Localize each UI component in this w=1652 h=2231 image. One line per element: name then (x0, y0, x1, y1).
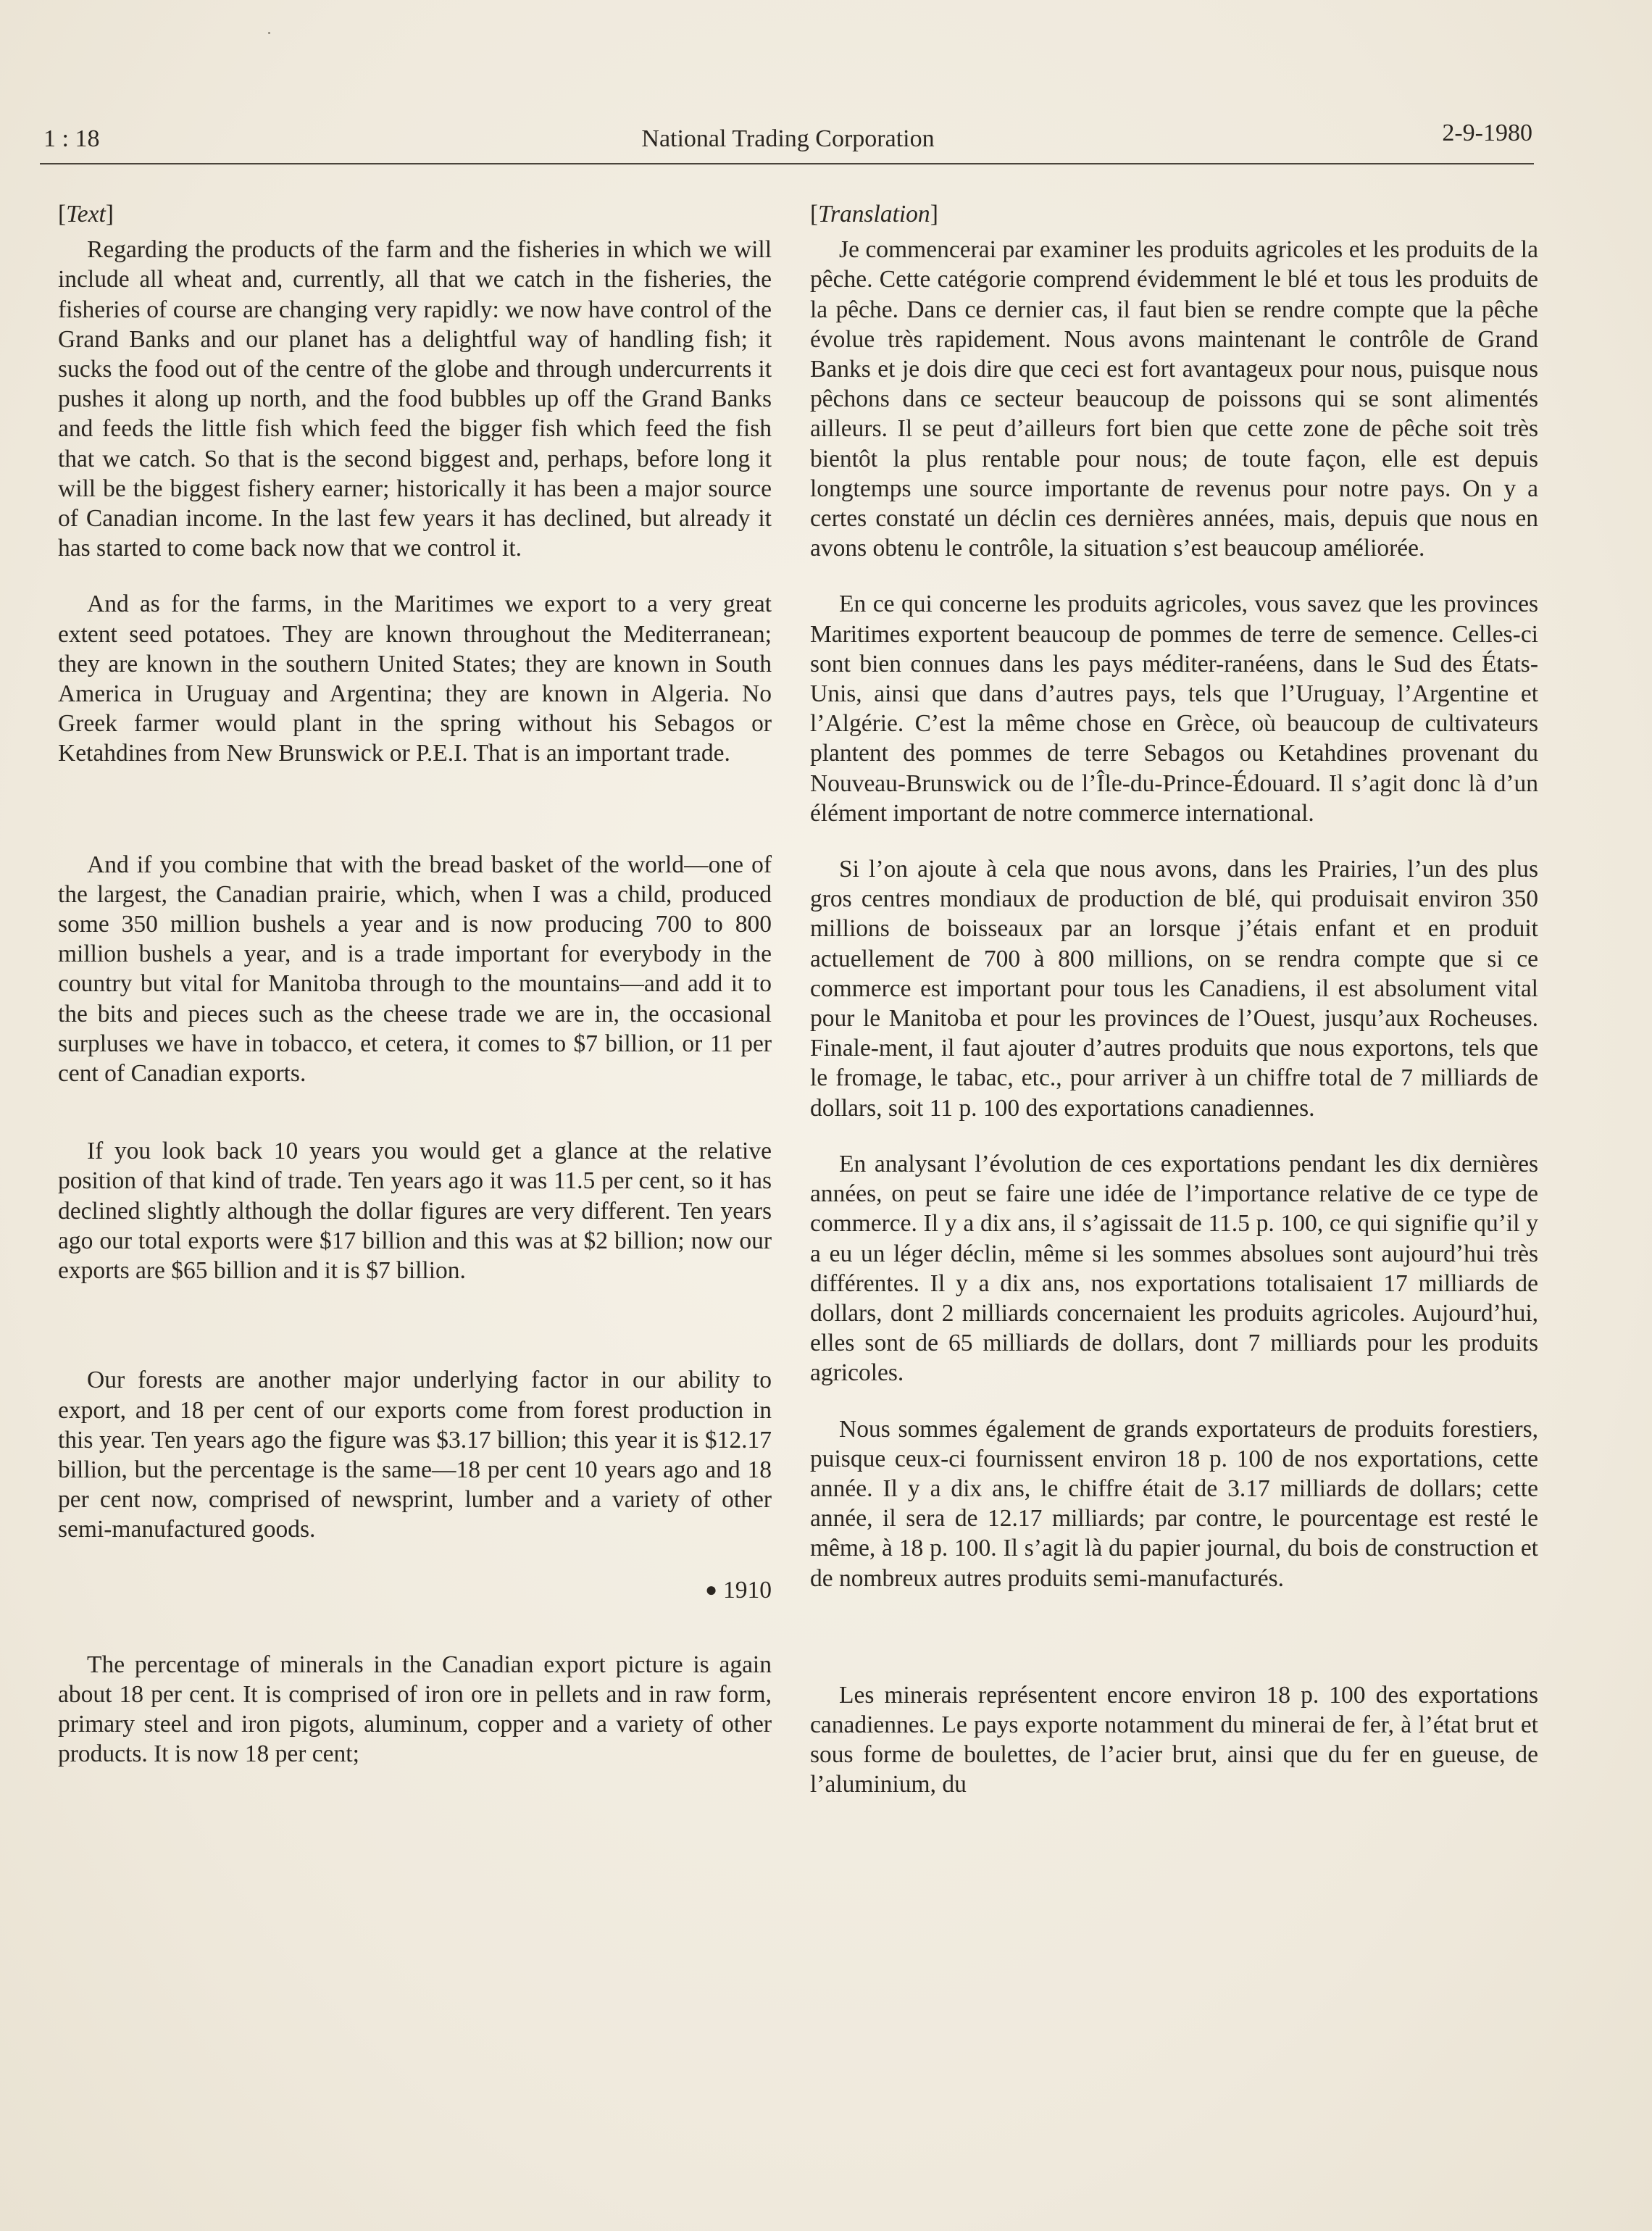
page-header (43, 120, 1532, 156)
english-paragraph-5: Our forests are another major underlying factor in our ability to export, and 18 per cent of our exports come from forest production in this year. Ten years ago the figure was $3.17 billion; this year it is $12.17 billion, but the percentage is the same—18 per cent 10 years ago and 18 per cent now, comprised of newsprint, lumber and a variety of other semi-manufactured goods. (58, 1367, 772, 1543)
french-paragraph-3: Si l’on ajoute à cela que nous avons, dans les Prairies, l’un des plus gros centres mondiaux de production de blé, qui produisait environ 350 millions de boisseaux par an lorsque j’étais enfant et en produit actuellement de 700 à 800 millions, on se rendra compte que si ce commerce est important pour tous les Canadiens, il est absolument vital pour le Manitoba et pour les provinces de l’Ouest, jusqu’aux Rocheuses. Finale-ment, il faut ajouter d’autres produits que nous exportons, tels que le fromage, le tabac, etc., pour arriver à un chiffre total de 7 milliards de dollars, soit 11 p. 100 des exportations canadiennes. (810, 856, 1538, 1122)
english-paragraph-6: The percentage of minerals in the Canadian export picture is again about 18 per cent. It is comprised of iron ore in pellets and in raw form, primary steel and iron pigots, aluminum, copper and a variety of other products. It is now 18 per cent; (58, 1651, 772, 1768)
text-heading: [Text] (58, 201, 114, 228)
english-paragraph-1: Regarding the products of the farm and the fisheries in which we will include all wheat and, currently, all that we catch in the fisheries, the fisheries of course are changing very rapidly: we now have control of the Grand Banks and our planet has a delightful way of handling fish; it sucks the food out of the centre of the globe and through undercurrents it pushes it along up north, and the food bubbles up off the Grand Banks and feeds the little fish which feed the bigger fish which feed the fish that we catch. So that is the second biggest and, perhaps, before long it will be the biggest fishery earner; historically it has been a major source of Canadian income. In the last few years it has declined, but already it has started to come back now that we control it. (58, 236, 772, 562)
time-marker-label: 1910 (723, 1576, 772, 1604)
french-paragraph-4: En analysant l’évolution de ces exportations pendant les dix dernières années, on peut se faire une idée de l’importance relative de ce type de commerce. Il y a dix ans, il s’agissait de 11.5 p. 100, ce qui signifie qu’il y a eu un léger déclin, même si les sommes absolues sont aujourd’hui très différentes. Il y a dix ans, nos exportations totalisaient 17 milliards de dollars, dont 2 milliards concernaient les produits agricoles. Aujourd’hui, elles sont de 65 milliards de dollars, dont 7 milliards pour les produits agricoles. (810, 1150, 1538, 1387)
french-translation-column (810, 199, 1538, 1800)
text-heading-label: Text (66, 201, 106, 228)
english-paragraph-4: If you look back 10 years you would get a glance at the relative position of that kind of trade. Ten years ago it was 11.5 per cent, so it has declined slightly although the dollar figures are very different. Ten years ago our total exports were $17 billion and this was at $2 billion; now our exports are $65 billion and it is $7 billion. (58, 1138, 772, 1285)
french-paragraph-5: Nous sommes également de grands exportateurs de produits forestiers, puisque ceux-ci fournissent environ 18 p. 100 de nos exportations, cette année. Il y a dix ans, le chiffre était de 3.17 milliards de dollars; cette année, il sera de 12.17 milliards; par contre, le pourcentage est resté le même, à 18 p. 100. Il s’agit là du papier journal, du bois de construction et de nombreux autres produits semi-manufacturés. (810, 1415, 1538, 1592)
english-paragraph-2: And as for the farms, in the Maritimes we export to a very great extent seed potatoes. They are known throughout the Mediterranean; they are known in the southern United States; they are known in South America in Uruguay and Argentina; they are known in Algeria. No Greek farmer would plant in the spring without his Sebagos or Ketahdines from New Brunswick or P.E.I. That is an important trade. (58, 591, 772, 767)
french-paragraph-1: Je commencerai par examiner les produits agricoles et les produits de la pêche. Cette catégorie comprend évidemment le blé et tous les produits de la pêche. Dans ce dernier cas, il faut bien se rendre compte que la pêche évolue très rapidement. Nous avons maintenant le contrôle de Grand Banks et je dois dire que ceci est fort avantageux pour nous, puisque nous pêchons dans ce secteur beaucoup de poissons qui se sont alimentés ailleurs. Il se peut d’ailleurs fort bien que cette zone de pêche soit très bientôt la plus rentable pour nous; de toute façon, elle est depuis longtemps une source importante de revenus pour notre pays. On y a certes constaté un déclin ces dernières années, mais, depuis que nous en avons obtenu le contrôle, la situation s’est beaucoup améliorée. (810, 236, 1538, 562)
french-paragraph-6: Les minerais représentent encore environ 18 p. 100 des exportations canadiennes. Le pays exporte notamment du minerai de fer, à l’état brut et sous forme de boulettes, de l’acier brut, ainsi que du fer en gueuse, de l’aluminium, du (810, 1681, 1538, 1798)
page-reference: 1 : 18 (43, 125, 100, 152)
time-marker (58, 1575, 772, 1605)
french-paragraph-2: En ce qui concerne les produits agricoles, vous savez que les provinces Maritimes exportent beaucoup de pommes de terre de semence. Celles-ci sont bien connues dans les pays méditer-ranéens, dans le Sud des États-Unis, ainsi que dans d’autres pays, tels que l’Uruguay, l’Argentine et l’Algérie. C’est la même chose en Grèce, où beaucoup de cultivateurs plantent des pommes de terre Sebagos ou Ketahdines provenant du Nouveau-Brunswick ou de l’Île-du-Prince-Édouard. Il s’agit donc là d’un élément important de notre commerce international. (810, 591, 1538, 827)
translation-heading: [Translation] (810, 201, 938, 228)
header-rule (40, 163, 1534, 164)
bullet-icon: ● (705, 1578, 717, 1601)
english-paragraph-3: And if you combine that with the bread basket of the world—one of the largest, the Canadian prairie, which, when I was a child, produced some 350 million bushels a year and is now producing 700 to 800 million bushels a year, and is a trade important for everybody in the country but vital for Manitoba through to the mountains—and add it to the bits and pieces such as the cheese trade we are in, the occasional surpluses we have in tobacco, et cetera, it comes to $7 billion, or 11 per cent of Canadian exports. (58, 851, 772, 1088)
page-title: National Trading Corporation (641, 125, 935, 152)
page-date: 2-9-1980 (1442, 120, 1532, 146)
speck-mark (268, 32, 270, 34)
english-text-column (58, 199, 772, 1769)
translation-heading-label: Translation (818, 201, 930, 228)
